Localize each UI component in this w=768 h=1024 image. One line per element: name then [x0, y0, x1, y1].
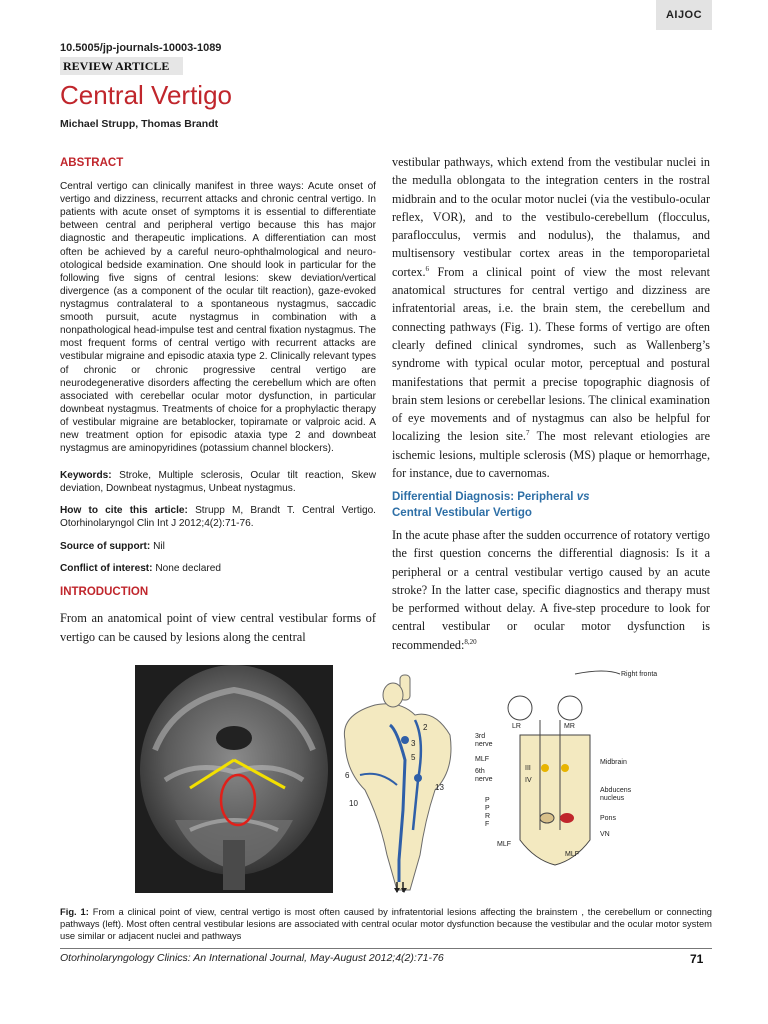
conflict-label: Conflict of interest: — [60, 563, 153, 574]
label-f: F — [485, 821, 490, 828]
caption-text: From a clinical point of view, central vertigo is most often caused by infratentorial lesions affecting the brainstem , the cerebellum or connecting pathways (left). Most often central vestibular lesions are associated with central ocular motor dysfunction because the vestibular and the ocular motor system use similar or adjacent nuclei and pathways — [60, 906, 712, 942]
citation — [60, 504, 376, 530]
label-r: R — [485, 813, 491, 820]
keywords-text: Stroke, Multiple sclerosis, Ocular tilt reaction, Skew deviation, Downbeat nystagmus, Unbeat nystagmus. — [60, 470, 376, 495]
label-midbrain: Midbrain — [600, 759, 627, 766]
label-right-frontal: Right fronta — [621, 671, 658, 678]
label-vn: VN — [600, 831, 610, 838]
mri-coronal-image — [135, 665, 333, 893]
conflict-of-interest — [60, 562, 376, 575]
brainstem-number: 2 — [423, 723, 428, 732]
paragraph-part: The most relevant etiologies are ischemic lesions, multiple sclerosis (MS) plaque or hemorrhage, for instance, due to cavernomas. — [392, 429, 710, 481]
footer-divider — [60, 948, 712, 949]
label-mr: MR — [564, 723, 575, 730]
reference-link[interactable]: 6 — [425, 264, 429, 273]
source-of-support — [60, 540, 376, 553]
journal-tag: AIJOC — [656, 0, 712, 30]
paragraph-part: In the acute phase after the sudden occurrence of rotatory vertigo the first question concerns the differential diagnosis: Is it a peripheral or a central vestibular vertigo caused by an acute stroke? In the latter case, specific diagnostics and therapy must be performed without delay. A five-step procedure to look for central vestibular or ocular motor dysfunction is recommended: — [392, 528, 710, 652]
introduction-heading: INTRODUCTION — [60, 586, 149, 598]
label-p: P — [485, 805, 490, 812]
brainstem-number: 6 — [345, 771, 350, 780]
brainstem-number: 5 — [411, 753, 416, 762]
keywords-label: Keywords: — [60, 470, 112, 481]
conflict-text: None declared — [155, 563, 221, 574]
right-column-paragraph — [392, 153, 710, 482]
page-number: 71 — [690, 952, 704, 966]
paragraph-part: vestibular pathways, which extend from the vestibular nuclei in the medulla oblongata to the integration centers in the rostral midbrain and to the ocular motor nuclei (via the vestibulo-ocular reflex, VOR), and to the vestibulo-cerebellum (flocculus, paraflocculus, vermis and nodulus), the thalamus, and multisensory vestibular cortex areas in the temporoparietal cortex. — [392, 155, 710, 279]
keywords — [60, 469, 376, 495]
heading-part: Central Vestibular Vertigo — [392, 507, 532, 520]
label-pons: Pons — [600, 815, 616, 822]
figure-caption — [60, 906, 712, 943]
footer-journal: Otorhinolaryngology Clinics: An International Journal, May-August 2012;4(2):71-76 — [60, 952, 444, 964]
label-mlf-bottom-left: MLF — [497, 841, 511, 848]
abstract-text: Central vertigo can clinically manifest in three ways: Acute onset of vertigo and dizziness, recurrent attacks and chronic central vertigo. In patients with acute onset of symptoms it is essential to differentiate between central and peripheral vertigo because this has major diagnostic and therapeutic implications. A differentiation can most often be achieved by a careful neuro-ophthalmological and neuro-otological bedside examination. One should look in particular for the following five signs of central lesions: skew deviation/vertical divergence (as a component of the ocular tilt reaction), gaze-evoked nystagmus contralateral to a spontaneous nystagmus, saccadic smooth pursuit, acute nystagmus in combination with a nonpathological head-impulse test and central fixation nystagmus. The most frequent forms of central vertigo with recurrent attacks are vestibular migraine and episodic ataxia type 2. Clinically relevant types of chronic or chronic progressive central vertigo are neurodegenerative disorders affecting the cerebellum which are often associated with cerebellar ocular motor dysfunction, in particular downbeat nystagmus. Treatments of choice for a prophylactic therapy of vestibular migraine are betablocker, topiramate or valproic acid. A new treatment option for episodic ataxia type 2 and downbeat nystagmus are aminopyridines (potassium channel blockers). — [60, 181, 376, 455]
page-title: Central Vertigo — [60, 80, 232, 110]
label-abducens-nucleus: nucleus — [600, 795, 625, 802]
brainstem-number: 10 — [349, 799, 358, 808]
heading-part: Differential Diagnosis: Peripheral — [392, 491, 577, 503]
label-iv: IV — [525, 777, 532, 784]
label-lr: LR — [512, 723, 521, 730]
figure-1 — [135, 660, 710, 905]
cite-text: Strupp M, Brandt T. Central Vertigo. Otorhinolaryngol Clin Int J 2012;4(2):71-76. — [60, 505, 376, 530]
paragraph-part: From a clinical point of view the most relevant anatomical structures for central vertigo and dizziness are infratentorial areas, i.e. the brain stem, the cerebellum and connecting pathways (Fig. 1). These forms of vertigo are often clearly defined clinical syndromes, such as Wallenberg’s syndrome with typical ocular motor, perceptual and postural manifestations that permit a precise topographic diagnosis of brain stem lesions or cerebellar lesions. The clinical examination of eye movements and of nystagmus can also be helpful for localizing the lesion site. — [392, 264, 710, 444]
differential-diagnosis-heading — [392, 489, 710, 521]
cite-label: How to cite this article: — [60, 505, 188, 516]
authors: Michael Strupp, Thomas Brandt — [60, 118, 219, 130]
label-6th-nerve: nerve — [475, 776, 493, 783]
label-p: P — [485, 797, 490, 804]
label-mlf-bottom-right: MLF — [565, 851, 579, 858]
brainstem-diagram — [344, 675, 451, 893]
label-iii: III — [525, 765, 531, 772]
ocular-motor-diagram — [475, 671, 657, 865]
abstract-heading: ABSTRACT — [60, 157, 124, 169]
support-label: Source of support: — [60, 541, 151, 552]
brainstem-number: 13 — [435, 783, 444, 792]
label-3rd-nerve: nerve — [475, 741, 493, 748]
article-type-badge: REVIEW ARTICLE — [60, 57, 183, 75]
label-6th: 6th — [475, 768, 485, 775]
reference-link[interactable]: 8,20 — [464, 637, 477, 646]
brainstem-number: 3 — [411, 739, 416, 748]
reference-link[interactable]: 7 — [525, 429, 530, 438]
introduction-text: From an anatomical point of view central vestibular forms of vertigo can be caused by lesions along the central — [60, 611, 376, 644]
heading-vs: vs — [576, 491, 590, 503]
support-text: Nil — [153, 541, 165, 552]
doi[interactable]: 10.5005/jp-journals-10003-1089 — [60, 42, 222, 54]
caption-label: Fig. 1: — [60, 906, 89, 917]
differential-diagnosis-text — [392, 526, 710, 654]
label-3rd: 3rd — [475, 733, 486, 740]
label-mlf-top: MLF — [475, 756, 489, 763]
label-abducens: Abducens — [600, 787, 632, 794]
